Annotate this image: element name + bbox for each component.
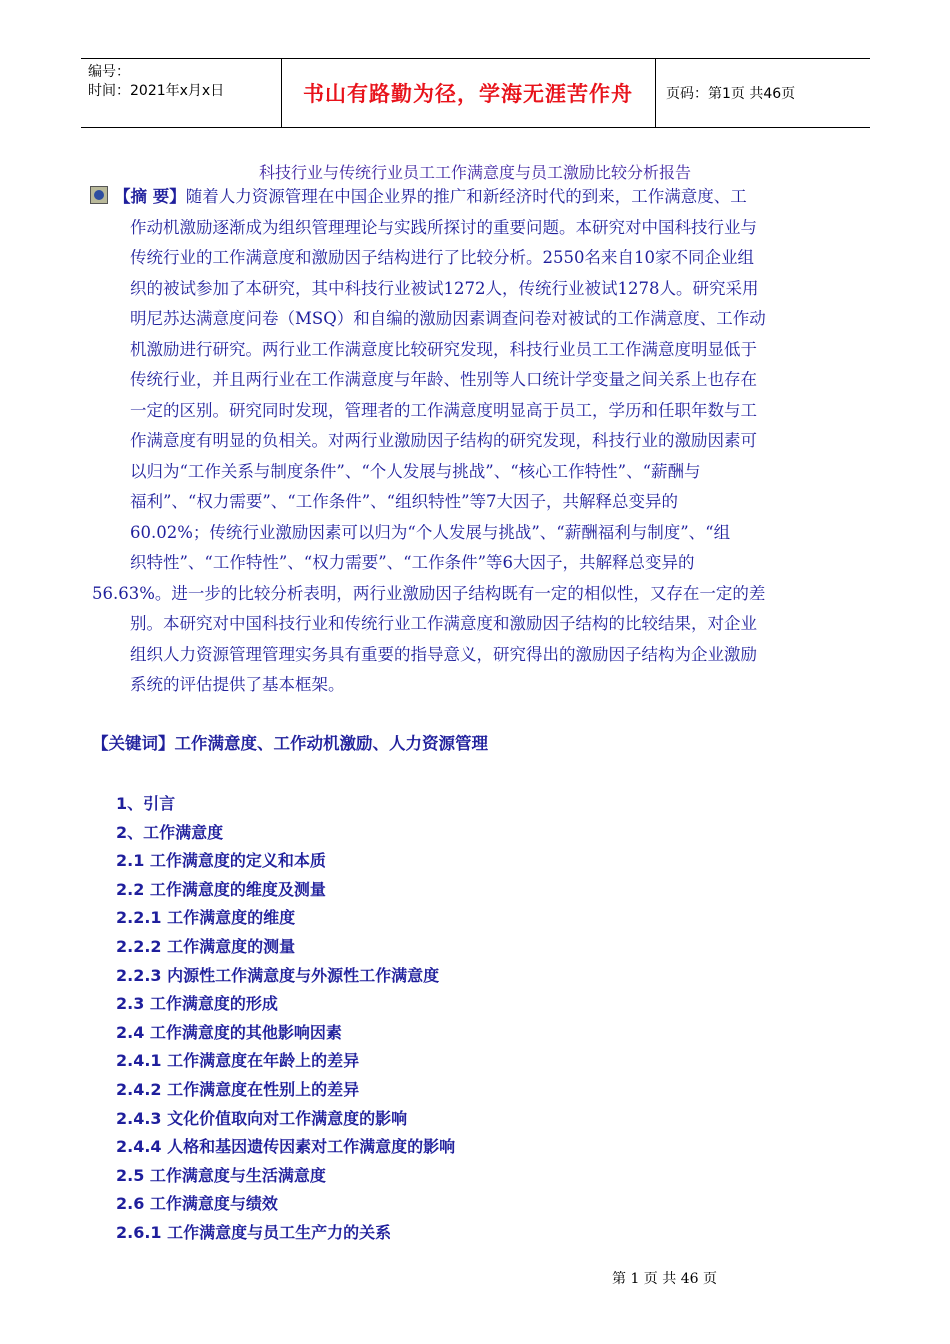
- toc-link[interactable]: 2.4.4 人格和基因遗传因素对工作满意度的影响: [116, 1137, 456, 1157]
- header-page-info: 页码：第1页 共46页: [666, 86, 796, 102]
- abstract-line: 以归为“工作关系与制度条件”、“个人发展与挑战”、“核心工作特性”、“薪酬与: [130, 461, 701, 481]
- abstract-line: 机激励进行研究。两行业工作满意度比较研究发现，科技行业员工工作满意度明显低于: [130, 339, 757, 359]
- toc-link[interactable]: 2.6 工作满意度与绩效: [116, 1194, 278, 1214]
- abstract-paragraph: [92, 182, 862, 701]
- header-motto-cell: [281, 59, 656, 127]
- abstract-line: 织的被试参加了本研究，其中科技行业被试1272人，传统行业被试1278人。研究采用: [130, 278, 759, 298]
- table-of-contents: [116, 790, 455, 1248]
- abstract-line: 60.02%；传统行业激励因素可以归为“个人发展与挑战”、“薪酬福利与制度”、“组: [130, 522, 731, 542]
- abstract-line: 传统行业，并且两行业在工作满意度与年龄、性别等人口统计学变量之间关系上也存在: [130, 370, 757, 389]
- page-footer: 第 1 页 共 46 页: [612, 1271, 717, 1287]
- toc-link[interactable]: 2.2.2 工作满意度的测量: [116, 936, 296, 956]
- toc-link[interactable]: 2.4.3 文化价值取向对工作满意度的影响: [116, 1108, 408, 1128]
- keywords-line: 【关键词】工作满意度、工作动机激励、人力资源管理: [92, 734, 488, 753]
- abstract-label: 【摘 要】: [114, 187, 186, 206]
- abstract-line: 明尼苏达满意度问卷（MSQ）和自编的激励因素调查问卷对被试的工作满意度、工作动: [130, 309, 766, 328]
- toc-link[interactable]: 2.1 工作满意度的定义和本质: [116, 851, 326, 871]
- toc-link[interactable]: 2.5 工作满意度与生活满意度: [116, 1165, 326, 1185]
- abstract-line: 【摘 要】随着人力资源管理在中国企业界的推广和新经济时代的到来，工作满意度、工: [114, 187, 747, 206]
- toc-link[interactable]: 1、引言: [116, 794, 176, 813]
- abstract-line: 56.63%。进一步的比较分析表明，两行业激励因子结构既有一定的相似性，又存在一定的差: [92, 583, 766, 603]
- toc-link[interactable]: 2.2 工作满意度的维度及测量: [116, 879, 326, 899]
- abstract-line: 织特性”、“工作特性”、“权力需要”、“工作条件”等6大因子，共解释总变异的: [130, 553, 695, 572]
- abstract-line: 别。本研究对中国科技行业和传统行业工作满意度和激励因子结构的比较结果，对企业: [130, 614, 757, 633]
- toc-link[interactable]: 2.2.1 工作满意度的维度: [116, 908, 296, 928]
- toc-link[interactable]: 2.2.3 内源性工作满意度与外源性工作满意度: [116, 965, 440, 985]
- toc-link[interactable]: 2.4 工作满意度的其他影响因素: [116, 1022, 342, 1042]
- header-meta-cell: [81, 59, 282, 127]
- document-time-label: 时间：2021年x月x日: [88, 83, 225, 99]
- abstract-line: 作满意度有明显的负相关。对两行业激励因子结构的研究发现，科技行业的激励因素可: [130, 431, 757, 450]
- abstract-line: 组织人力资源管理管理实务具有重要的指导意义，研究得出的激励因子结构为企业激励: [130, 644, 757, 664]
- header-page-cell: [656, 59, 870, 127]
- header-motto: 书山有路勤为径，学海无涯苦作舟: [303, 82, 633, 106]
- abstract-line: 作动机激励逐渐成为组织管理理论与实践所探讨的重要问题。本研究对中国科技行业与: [130, 217, 757, 237]
- document-title: 科技行业与传统行业员工工作满意度与员工激励比较分析报告: [258, 163, 691, 182]
- abstract-line: 一定的区别。研究同时发现，管理者的工作满意度明显高于员工，学历和任职年数与工: [130, 400, 757, 420]
- abstract-line: 福利”、“权力需要”、“工作条件”、“组织特性”等7大因子，共解释总变异的: [130, 492, 679, 511]
- toc-link[interactable]: 2.3 工作满意度的形成: [116, 994, 278, 1014]
- toc-link[interactable]: 2.4.2 工作满意度在性别上的差异: [116, 1079, 360, 1099]
- page-header: [81, 58, 870, 128]
- document-number-label: 编号：: [88, 64, 130, 80]
- abstract-line: 系统的评估提供了基本框架。: [130, 675, 345, 694]
- abstract-line: 传统行业的工作满意度和激励因子结构进行了比较分析。2550名来自10家不同企业组: [130, 248, 754, 267]
- toc-link[interactable]: 2.4.1 工作满意度在年龄上的差异: [116, 1051, 360, 1071]
- toc-link[interactable]: 2.6.1 工作满意度与员工生产力的关系: [116, 1222, 392, 1242]
- toc-link[interactable]: 2、工作满意度: [116, 822, 224, 842]
